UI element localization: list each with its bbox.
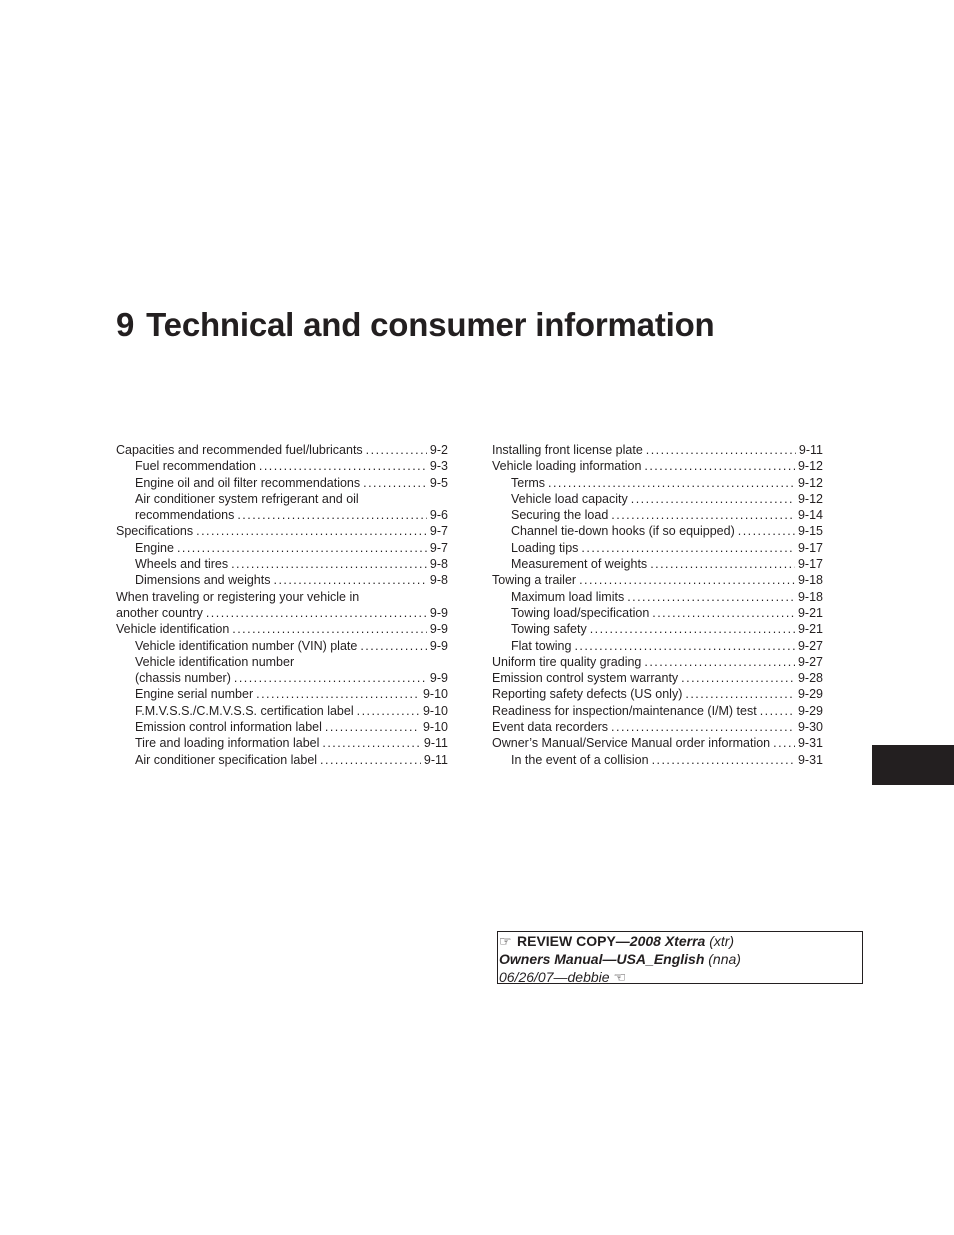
toc-entry-text: Flat towing	[511, 638, 572, 653]
chapter-title	[116, 306, 715, 344]
toc-entry-text: Channel tie-down hooks (if so equipped)	[511, 524, 735, 539]
toc-entry-row	[116, 605, 448, 621]
toc-entry-text: F.M.V.S.S./C.M.V.S.S. certification label	[135, 703, 354, 718]
toc-leader-dots	[322, 735, 421, 751]
toc-entry-text: Wheels and tires	[135, 557, 229, 572]
toc-leader-dots	[177, 540, 427, 556]
toc-page-number: 9-12	[797, 475, 823, 490]
toc-leader-dots	[274, 572, 427, 588]
toc-entry-text: Capacities and recommended fuel/lubricants	[116, 443, 363, 457]
toc-entry-text: Engine	[135, 540, 174, 555]
toc-leader-dots	[357, 703, 420, 719]
toc-entry	[492, 654, 823, 670]
toc-leader-dots	[611, 719, 795, 735]
toc-entry	[492, 752, 823, 768]
toc-entry-text: Owner’s Manual/Service Manual order information	[492, 736, 771, 751]
hand-pointing-right-icon: ☞	[499, 933, 512, 949]
toc-entry-text: Vehicle identification	[116, 622, 230, 637]
toc-leader-dots	[760, 703, 795, 719]
toc-entry-text: Installing front license plate	[492, 443, 643, 457]
toc-entry	[492, 540, 823, 556]
toc-leader-dots	[581, 540, 795, 556]
toc-entry-text: Fuel recommendation	[135, 459, 256, 474]
toc-page-number: 9-9	[429, 605, 448, 620]
toc-leader-dots	[320, 752, 421, 768]
toc-entry-text: Reporting safety defects (US only)	[492, 687, 683, 702]
toc-page-number: 9-28	[797, 671, 823, 686]
toc-entry	[116, 638, 448, 654]
review-label: REVIEW COPY—	[517, 933, 630, 949]
toc-entry	[116, 523, 448, 539]
toc-entry	[116, 752, 448, 768]
toc-entry	[116, 654, 448, 687]
toc-entry-text: Air conditioner specification label	[135, 752, 318, 767]
toc-entry	[116, 540, 448, 556]
toc-entry	[492, 638, 823, 654]
toc-page-number: 9-6	[429, 508, 448, 523]
toc-entry-text: another country	[116, 605, 203, 620]
toc-page-number: 9-7	[429, 540, 448, 555]
toc-entry	[116, 589, 448, 622]
toc-page-number: 9-5	[429, 475, 448, 490]
toc-left-column	[116, 442, 448, 768]
toc-leader-dots	[681, 670, 795, 686]
toc-leader-dots	[631, 491, 795, 507]
toc-entry-text: Maximum load limits	[511, 589, 625, 604]
toc-entry	[492, 589, 823, 605]
toc-leader-dots	[773, 735, 795, 751]
toc-entry-text: Engine serial number	[135, 687, 254, 702]
toc-entry	[116, 703, 448, 719]
toc-page-number: 9-21	[797, 605, 823, 620]
toc-entry-row	[135, 507, 448, 523]
toc-entry	[492, 621, 823, 637]
toc-page-number: 9-9	[429, 671, 448, 686]
toc-leader-dots	[259, 458, 427, 474]
toc-leader-dots	[231, 556, 427, 572]
toc-page-number: 9-29	[797, 687, 823, 702]
toc-leader-dots	[652, 605, 795, 621]
toc-entry-text: Vehicle identification number (VIN) plate	[135, 638, 358, 653]
toc-entry-text: (chassis number)	[135, 671, 231, 686]
toc-leader-dots	[590, 621, 795, 637]
toc-leader-dots	[548, 475, 795, 491]
toc-page-number: 9-11	[798, 443, 823, 457]
toc-entry	[492, 686, 823, 702]
toc-page-number: 9-14	[797, 508, 823, 523]
toc-entry-text: Emission control system warranty	[492, 671, 679, 686]
toc-leader-dots	[206, 605, 427, 621]
toc-entry-text: Measurement of weights	[511, 557, 648, 572]
toc-entry-text: Specifications	[116, 524, 194, 539]
toc-entry-text: recommendations	[135, 508, 235, 523]
toc-page-number: 9-10	[422, 703, 448, 718]
toc-entry	[116, 621, 448, 637]
toc-leader-dots	[574, 638, 795, 654]
toc-entry	[492, 556, 823, 572]
toc-entry	[492, 670, 823, 686]
toc-leader-dots	[232, 621, 427, 637]
toc-page-number: 9-12	[797, 459, 823, 474]
toc-leader-dots	[366, 442, 427, 458]
toc-page-number: 9-30	[797, 720, 823, 735]
review-model-code: (xtr)	[709, 933, 735, 949]
toc-entry	[492, 719, 823, 735]
toc-page-number: 9-10	[422, 687, 448, 702]
toc-entry-text: Loading tips	[511, 540, 579, 555]
chapter-title-text: Technical and consumer information	[146, 306, 715, 343]
toc-page-number: 9-27	[797, 654, 823, 669]
toc-entry	[116, 735, 448, 751]
toc-entry-text: Uniform tire quality grading	[492, 654, 642, 669]
toc-entry-text: Towing load/specification	[511, 605, 650, 620]
toc-page-number: 9-7	[429, 524, 448, 539]
toc-leader-dots	[685, 686, 795, 702]
toc-page-number: 9-17	[797, 540, 823, 555]
toc-page-number: 9-18	[797, 573, 823, 588]
toc-page-number: 9-31	[797, 752, 823, 767]
toc-entry-text: Towing a trailer	[492, 573, 577, 588]
toc-leader-dots	[363, 475, 427, 491]
toc-entry	[492, 572, 823, 588]
toc-page-number: 9-9	[429, 622, 448, 637]
review-model: 2008 Xterra	[629, 933, 706, 949]
toc-entry	[116, 475, 448, 491]
toc-page-number: 9-8	[429, 557, 448, 572]
toc-page-number: 9-15	[797, 524, 823, 539]
toc-leader-dots	[360, 638, 427, 654]
toc-entry-text-line1: Air conditioner system refrigerant and oil	[135, 491, 359, 506]
toc-entry	[492, 475, 823, 491]
toc-entry	[492, 442, 823, 458]
toc-leader-dots	[627, 589, 795, 605]
review-date-user: 06/26/07—debbie	[499, 969, 610, 984]
review-copy-box	[497, 931, 863, 984]
toc-entry	[116, 686, 448, 702]
toc-page-number: 9-11	[423, 752, 448, 767]
toc-leader-dots	[650, 556, 795, 572]
hand-pointing-left-icon: ☜	[613, 969, 626, 984]
toc-entry-text: Dimensions and weights	[135, 573, 271, 588]
toc-leader-dots	[579, 572, 795, 588]
toc-right-column	[492, 442, 823, 768]
toc-entry	[492, 523, 823, 539]
toc-entry	[492, 605, 823, 621]
toc-entry-text: Vehicle loading information	[492, 459, 642, 474]
toc-page-number: 9-17	[797, 557, 823, 572]
toc-entry-text: Towing safety	[511, 622, 587, 637]
toc-entry	[116, 556, 448, 572]
toc-page-number: 9-18	[797, 589, 823, 604]
toc-entry	[492, 735, 823, 751]
toc-entry	[492, 507, 823, 523]
review-manual: Owners Manual—USA_English	[499, 951, 705, 967]
toc-entry-text: In the event of a collision	[511, 752, 649, 767]
toc-leader-dots	[234, 670, 427, 686]
toc-leader-dots	[644, 458, 795, 474]
toc-entry-text: Terms	[511, 475, 546, 490]
toc-page-number: 9-2	[429, 443, 448, 457]
toc-entry	[116, 458, 448, 474]
toc-page-number: 9-10	[422, 720, 448, 735]
chapter-tab-marker	[872, 745, 954, 785]
toc-entry	[492, 703, 823, 719]
toc-leader-dots	[644, 654, 795, 670]
toc-page-number: 9-21	[797, 622, 823, 637]
chapter-number: 9	[116, 306, 135, 343]
review-manual-code: (nna)	[708, 951, 741, 967]
toc-entry	[492, 491, 823, 507]
toc-page-number: 9-31	[797, 736, 823, 751]
toc-page-number: 9-12	[797, 491, 823, 506]
toc-entry-text-line1: Vehicle identification number	[135, 654, 295, 669]
toc-entry	[116, 491, 448, 524]
toc-page-number: 9-11	[423, 736, 448, 751]
toc-leader-dots	[237, 507, 427, 523]
toc-entry	[116, 442, 448, 458]
toc-entry-text: Emission control information label	[135, 720, 322, 735]
toc-entry-text: Readiness for inspection/maintenance (I/M) test	[492, 703, 757, 718]
toc-entry	[492, 458, 823, 474]
toc-page-number: 9-27	[797, 638, 823, 653]
toc-entry	[116, 572, 448, 588]
toc-leader-dots	[196, 523, 427, 539]
toc-page-number: 9-9	[429, 638, 448, 653]
toc-page-number: 9-3	[429, 459, 448, 474]
toc-entry-row	[135, 670, 448, 686]
toc-leader-dots	[325, 719, 420, 735]
toc-leader-dots	[738, 523, 795, 539]
toc-entry-text: Securing the load	[511, 508, 609, 523]
toc-entry-text: Tire and loading information label	[135, 736, 320, 751]
toc-leader-dots	[256, 686, 420, 702]
toc-entry	[116, 719, 448, 735]
toc-leader-dots	[646, 442, 796, 458]
toc-entry-text: Event data recorders	[492, 720, 609, 735]
toc-leader-dots	[652, 752, 795, 768]
toc-page-number: 9-29	[797, 703, 823, 718]
toc-entry-text: Vehicle load capacity	[511, 491, 628, 506]
toc-entry-text: Engine oil and oil filter recommendations	[135, 475, 361, 490]
toc-entry-text-line1: When traveling or registering your vehicle in	[116, 589, 360, 604]
toc-page-number: 9-8	[429, 573, 448, 588]
toc-leader-dots	[611, 507, 795, 523]
